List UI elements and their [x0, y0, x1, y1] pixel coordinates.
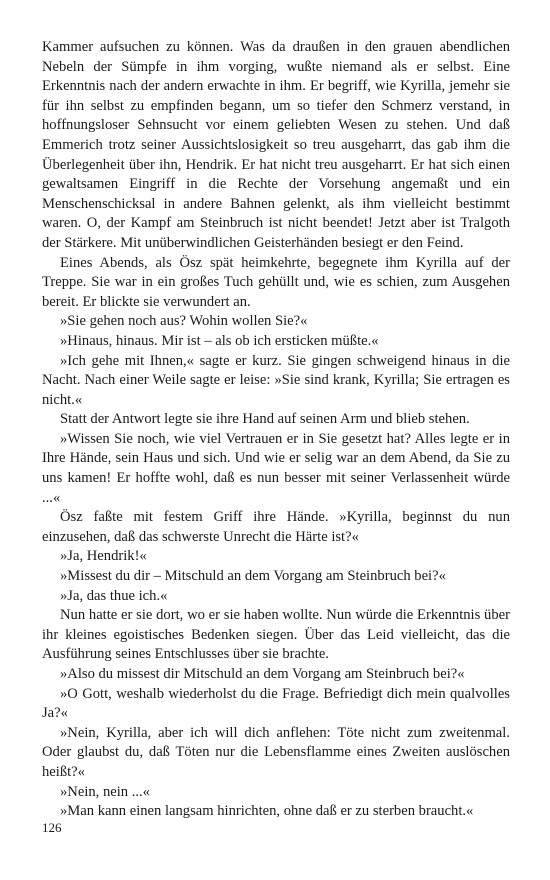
paragraph: »Nein, Kyrilla, aber ich will dich anflehen: Töte nicht zum zweitenmal. Oder glaubst du, daß Töten nur die Lebensflamme eines Zweiten auslöschen heißt?«: [42, 724, 510, 780]
paragraph: »Wissen Sie noch, wie viel Vertrauen er in Sie gesetzt hat? Alles legte er in Ihre Hände, sein Haus und sich. Und wie er selig war an dem Abend, da Sie zu uns kamen! Er hoffte wohl, daß es nun besser mit seiner Verlassenheit würde ...«: [42, 430, 510, 506]
paragraph: »Ich gehe mit Ihnen,« sagte er kurz. Sie gingen schweigend hinaus in die Nacht. Nach einer Weile sagte er leise: »Sie sind krank, Kyrilla; Sie ertragen es nicht.«: [42, 352, 510, 408]
paragraph: »Sie gehen noch aus? Wohin wollen Sie?«: [60, 313, 308, 330]
paragraph: Statt der Antwort legte sie ihre Hand auf seinen Arm und blieb stehen.: [60, 411, 470, 428]
paragraph: »Ja, Hendrik!«: [60, 548, 147, 565]
paragraph: Kammer aufsuchen zu können. Was da draußen in den grauen abendlichen Nebeln der Sümpfe in ihm vorging, wußte niemand als er selbst. Eine Erkenntnis nach der andern erwachte in ihm. Er begriff, wie Kyrilla, jemehr sie für ihn selbst zu empfinden begann, um so tiefer den Schmerz verstand, in hoffnungsloser Sehnsucht vor einem geliebten Wesen zu stehen. Und daß Emmerich trotz seiner Aussichtslosigkeit so treu ausgeharrt, das gab ihm die Überlegenheit über ihn, Hendrik. Er hat nicht treu ausgeharrt. Er hat sich einen gewaltsamen Eingriff in die Rechte der Vorsehung angemaßt und ein Menschenschicksal in andere Bahnen gelenkt, als ihm vielleicht bestimmt waren. O, der Kampf am Steinbruch ist nicht beendet! Jetzt aber ist Tralgoth der Stärkere. Mit unüberwindlichen Geisterhänden besiegt er den Feind.: [42, 39, 510, 251]
paragraph: Eines Abends, als Ösz spät heimkehrte, begegnete ihm Kyrilla auf der Treppe. Sie war in ein großes Tuch gehüllt und, wie es schien, zum Ausgehen bereit. Er blickte sie verwundert an.: [42, 254, 510, 310]
paragraph: »Nein, nein ...«: [60, 783, 150, 800]
paragraph: Ösz faßte mit festem Griff ihre Hände. »Kyrilla, beginnst du nun einzusehen, daß das schwerste Unrecht die Härte ist?«: [42, 509, 510, 545]
paragraph: »Hinaus, hinaus. Mir ist – als ob ich ersticken müßte.«: [60, 332, 379, 349]
paragraph: »Also du missest dir Mitschuld an dem Vorgang am Steinbruch bei?«: [60, 666, 465, 682]
paragraph: »Ja, das thue ich.«: [60, 587, 168, 604]
body-text: [42, 38, 510, 822]
page-number: 126: [42, 820, 62, 835]
paragraph: »Man kann einen langsam hinrichten, ohne daß er zu sterben braucht.«: [60, 803, 474, 820]
paragraph: Nun hatte er sie dort, wo er sie haben wollte. Nun würde die Erkenntnis über ihr kleines egoistisches Bedenken siegen. Über das Leid vielleicht, das die Ausführung seines Entschlusses über sie brachte.: [42, 607, 510, 663]
paragraph: »O Gott, weshalb wiederholst du die Frage. Befriedigt dich mein qualvolles Ja?«: [42, 685, 510, 722]
paragraph: »Missest du dir – Mitschuld an dem Vorgang am Steinbruch bei?«: [60, 568, 446, 585]
